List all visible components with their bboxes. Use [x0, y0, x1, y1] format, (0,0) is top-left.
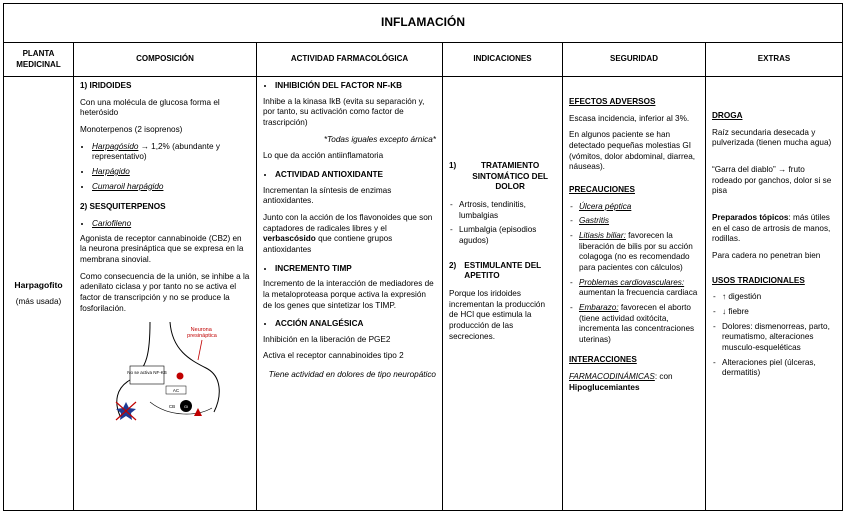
list-item: - Alteraciones piel (úlceras, dermatitis)	[722, 358, 836, 379]
receptor-triangle	[194, 408, 202, 416]
table-title: INFLAMACIÓN	[4, 4, 842, 43]
antiox-title: • ACTIVIDAD ANTIOXIDANTE	[275, 170, 436, 181]
nfkb-title: • INHIBICIÓN DEL FACTOR NF-KB	[275, 81, 436, 92]
droga-desc: Raíz secundaria desecada y pulverizada (tienen mucha agua)	[712, 127, 832, 148]
usos-title: USOS TRADICIONALES	[712, 275, 805, 285]
precauciones-title: PRECAUCIONES	[569, 184, 635, 194]
interacciones-title: INTERACCIONES	[569, 355, 637, 365]
analg-desc2: Activa el receptor cannabinoides tipo 2	[263, 351, 404, 361]
header-actividad: ACTIVIDAD FARMACOLÓGICA	[257, 43, 442, 77]
column-actividad	[257, 43, 443, 510]
list-item: - Dolores: dismenorreas, parto, reumatismo, alteraciones musculo-esqueléticas	[722, 322, 836, 354]
column-composicion	[74, 43, 257, 510]
header-extras: EXTRAS	[706, 43, 842, 77]
junto-text: Junto con la acción de los flavonoides que son captadores de radicales libres y el verbascósido que contiene grupos antioxidantes	[263, 212, 433, 254]
cadera-text: Para cadera no penetran bien	[712, 250, 821, 260]
efectos-2: En algunos paciente se han detectado pequeñas molestias GI (vómitos, dolor abdominal, diarrea, náuseas).	[569, 130, 696, 172]
list-item: - Litiasis biliar: favorecen la liberación de bilis por su acción colagoga (no es recomendado para pacientes con cálculos)	[579, 231, 699, 274]
list-item: - Problemas cardiovasculares: aumentan la frecuencia cardiaca	[579, 278, 699, 299]
analg-desc1: Inhibición en la liberación de PGE2	[263, 334, 391, 344]
neuron-diagram	[110, 320, 230, 422]
analg-note: Tiene actividad en dolores de tipo neuropático	[268, 370, 436, 380]
list-item: - Embarazo: favorecen el aborto (tiene actividad oxitócita, incrementa las concentraciones uterinas)	[579, 303, 699, 346]
indicacion-2-title: 2) ESTIMULANTE DEL APETITO	[449, 260, 542, 281]
header-planta: PLANTA MEDICINAL	[4, 43, 73, 77]
analg-title: • ACCIÓN ANALGÉSICA	[275, 319, 436, 330]
column-planta	[4, 43, 74, 510]
nfkb-box-text: No se activa NF-KB	[127, 370, 167, 376]
list-item: • Cumaroil harpágido	[92, 182, 250, 193]
interacciones-text: FARMACODINÁMICAS: con Hipoglucemiantes	[569, 372, 673, 392]
efectos-1: Escasa incidencia, inferior al 3%.	[569, 113, 690, 123]
droga-title: DROGA	[712, 111, 743, 120]
indicacion-2-desc: Porque los iridoides incrementan la producción de HCl que estimula la producción de las secreciones.	[449, 288, 546, 341]
monoterpenos: Monoterpenos (2 isoprenos)	[80, 124, 183, 134]
plant-note: (más usada)	[15, 296, 62, 306]
header-seguridad: SEGURIDAD	[563, 43, 705, 77]
indicacion-1-title: 1) TRATAMIENTO SINTOMÁTICO DEL DOLOR	[449, 161, 549, 192]
timp-title: • INCREMENTO TIMP	[275, 264, 436, 275]
header-indicaciones: INDICACIONES	[443, 43, 562, 77]
agonista-text: Agonista de receptor cannabinoide (CB2) en la neurona presináptica que se expresa en la membrana sinovial.	[80, 233, 244, 264]
iridoides-desc: Con una molécula de glucosa forma el heterósido	[80, 97, 220, 118]
list-item: - ↓ fiebre	[722, 307, 836, 318]
column-extras	[706, 43, 842, 510]
neuron-label-line1: Neurona	[190, 327, 212, 334]
header-composicion: COMPOSICIÓN	[74, 43, 256, 77]
inhibition-mark	[177, 373, 184, 380]
garra-text: “Garra del diablo” → fruto rodeado por ganchos, dolor si se pisa	[712, 164, 832, 196]
antiinf-text: Lo que da acción antiinflamatoria	[263, 151, 384, 161]
timp-desc: Incremento de la interacción de mediadores de la metaloproteasa porque activa la expresión de los genes que sintetizar los TIMP.	[263, 279, 434, 310]
todas-note: *Todas iguales excepto árnica*	[323, 134, 436, 144]
efectos-title: EFECTOS ADVERSOS	[569, 97, 656, 106]
list-item: - ↑ digestión	[722, 292, 836, 303]
neuron-label	[187, 327, 218, 339]
consecuencia-text: Como consecuencia de la unión, se inhibe a la adenilato ciclasa y por tanto no se activa el factor de transcripción y no se produce la fosforilación.	[80, 271, 250, 313]
cannabinoid-star-icon	[116, 402, 136, 420]
list-item: - Lumbalgia (episodios agudos)	[459, 225, 556, 246]
table	[3, 3, 843, 511]
list-item: • Harpágido	[92, 167, 250, 178]
column-indicaciones	[443, 43, 563, 510]
nfkb-desc: Inhibe a la kinasa IkB (evita su separación y, por tanto, su activación como factor de trascripción)	[263, 96, 425, 127]
list-item: - Úlcera péptica	[579, 202, 699, 213]
iridoides-title: 1) IRIDOIDES	[80, 81, 132, 90]
sesquiterpenos-title: 2) SESQUITERPENOS	[80, 202, 166, 212]
list-item: - Gastritis	[579, 216, 699, 227]
antiox-desc: Incrementan la síntesis de enzimas antioxidantes.	[263, 185, 392, 206]
list-item: • Harpagósido → 1,2% (abundante y representativo)	[92, 142, 250, 163]
gi-label: Gi	[184, 404, 188, 410]
column-seguridad	[563, 43, 706, 510]
plant-name: Harpagofito	[14, 279, 63, 290]
neuron-label-line2: presináptica	[187, 333, 217, 340]
list-item: • Cariofileno	[92, 219, 250, 230]
nfkb-box	[130, 366, 164, 384]
list-item: - Artrosis, tendinitis, lumbalgias	[459, 200, 556, 221]
ac-label: AC	[172, 388, 180, 394]
cb-label: CB	[168, 404, 176, 410]
preparados-text: Preparados tópicos: más útiles en el caso de artrosis de manos, rodillas.	[712, 212, 831, 244]
